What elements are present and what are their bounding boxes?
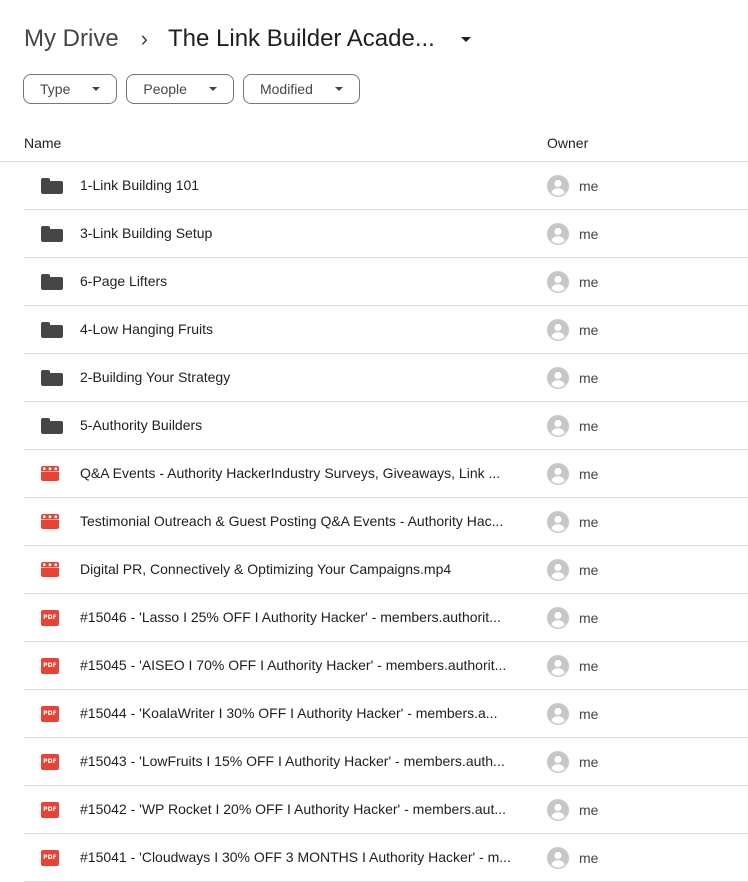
avatar-icon [547, 607, 569, 634]
file-row[interactable] [24, 354, 748, 402]
pdf-badge: PDF [41, 754, 59, 770]
file-list [24, 162, 748, 882]
file-row[interactable] [24, 546, 748, 594]
file-name: Testimonial Outreach & Guest Posting Q&A Events - Authority Hac... [80, 513, 504, 529]
file-owner: me [579, 514, 599, 530]
video-file-icon [41, 466, 59, 486]
folder-icon [41, 418, 63, 434]
column-header-owner: Owner [547, 135, 589, 151]
folder-icon [41, 178, 63, 194]
file-row[interactable] [24, 162, 748, 210]
pdf-file-icon [41, 610, 59, 626]
file-name: 4-Low Hanging Fruits [80, 321, 214, 337]
filter-type-label: Type [40, 81, 71, 97]
column-header-row [0, 124, 748, 162]
file-name: #15046 - 'Lasso I 25% OFF I Authority Hacker' - members.authorit... [80, 609, 501, 625]
file-name: #15045 - 'AISEO I 70% OFF I Authority Hacker' - members.authorit... [80, 657, 507, 673]
file-row[interactable] [24, 258, 748, 306]
folder-menu-caret-icon[interactable] [461, 37, 471, 42]
file-name: #15041 - 'Cloudways I 30% OFF 3 MONTHS I Authority Hacker' - m... [80, 849, 511, 865]
pdf-file-icon [41, 658, 59, 674]
pdf-badge: PDF [41, 610, 59, 626]
folder-icon [41, 226, 63, 242]
avatar-icon [547, 223, 569, 250]
video-file-icon [41, 562, 59, 582]
file-name: #15043 - 'LowFruits I 15% OFF I Authority Hacker' - members.auth... [80, 753, 505, 769]
filter-type-chip[interactable] [23, 74, 117, 104]
pdf-file-icon [41, 706, 59, 722]
avatar-icon [547, 271, 569, 298]
file-owner: me [579, 706, 599, 722]
folder-icon [41, 370, 63, 386]
filter-chips [23, 74, 360, 104]
filter-people-chip[interactable] [126, 74, 234, 104]
breadcrumb-my-drive[interactable]: My Drive [24, 25, 119, 52]
pdf-badge: PDF [41, 850, 59, 866]
avatar-icon [547, 655, 569, 682]
avatar-icon [547, 847, 569, 874]
file-row[interactable] [24, 210, 748, 258]
file-row[interactable] [24, 834, 748, 882]
file-owner: me [579, 274, 599, 290]
column-header-name[interactable]: Name [24, 135, 62, 151]
chevron-down-icon [209, 87, 217, 91]
file-row[interactable] [24, 786, 748, 834]
file-row[interactable] [24, 738, 748, 786]
file-row[interactable] [24, 450, 748, 498]
pdf-file-icon [41, 802, 59, 818]
avatar-icon [547, 559, 569, 586]
folder-icon [41, 322, 63, 338]
file-owner: me [579, 322, 599, 338]
file-owner: me [579, 802, 599, 818]
file-owner: me [579, 226, 599, 242]
avatar-icon [547, 511, 569, 538]
avatar-icon [547, 175, 569, 202]
avatar-icon [547, 319, 569, 346]
video-file-icon [41, 514, 59, 534]
file-row[interactable] [24, 402, 748, 450]
pdf-badge: PDF [41, 706, 59, 722]
chevron-down-icon [335, 87, 343, 91]
breadcrumb [24, 22, 471, 56]
avatar-icon [547, 703, 569, 730]
filter-modified-label: Modified [259, 81, 313, 97]
file-row[interactable] [24, 594, 748, 642]
folder-icon [41, 274, 63, 290]
file-name: 3-Link Building Setup [80, 225, 213, 241]
file-row[interactable] [24, 306, 748, 354]
file-owner: me [579, 178, 599, 194]
pdf-badge: PDF [41, 658, 59, 674]
avatar-icon [547, 751, 569, 778]
chevron-down-icon [92, 87, 100, 91]
filter-people-label: People [143, 81, 187, 97]
avatar-icon [547, 463, 569, 490]
file-name: #15044 - 'KoalaWriter I 30% OFF I Authority Hacker' - members.a... [80, 705, 498, 721]
avatar-icon [547, 367, 569, 394]
file-row[interactable] [24, 690, 748, 738]
pdf-file-icon [41, 850, 59, 866]
file-owner: me [579, 754, 599, 770]
file-owner: me [579, 610, 599, 626]
file-name: #15042 - 'WP Rocket I 20% OFF I Authority Hacker' - members.aut... [80, 801, 507, 817]
pdf-file-icon [41, 754, 59, 770]
breadcrumb-separator-icon: › [140, 26, 148, 51]
file-name: Digital PR, Connectively & Optimizing Your Campaigns.mp4 [80, 561, 452, 577]
file-owner: me [579, 658, 599, 674]
filter-modified-chip[interactable] [243, 74, 360, 104]
file-name: Q&A Events - Authority HackerIndustry Surveys, Giveaways, Link ... [80, 465, 501, 481]
file-owner: me [579, 466, 599, 482]
file-owner: me [579, 850, 599, 866]
breadcrumb-current-folder[interactable]: The Link Builder Acade... [168, 25, 435, 52]
file-owner: me [579, 418, 599, 434]
file-name: 2-Building Your Strategy [80, 369, 231, 385]
file-row[interactable] [24, 642, 748, 690]
file-owner: me [579, 562, 599, 578]
avatar-icon [547, 415, 569, 442]
avatar-icon [547, 799, 569, 826]
file-name: 1-Link Building 101 [80, 177, 200, 193]
file-owner: me [579, 370, 599, 386]
file-name: 6-Page Lifters [80, 273, 168, 289]
pdf-badge: PDF [41, 802, 59, 818]
file-name: 5-Authority Builders [80, 417, 203, 433]
file-row[interactable] [24, 498, 748, 546]
